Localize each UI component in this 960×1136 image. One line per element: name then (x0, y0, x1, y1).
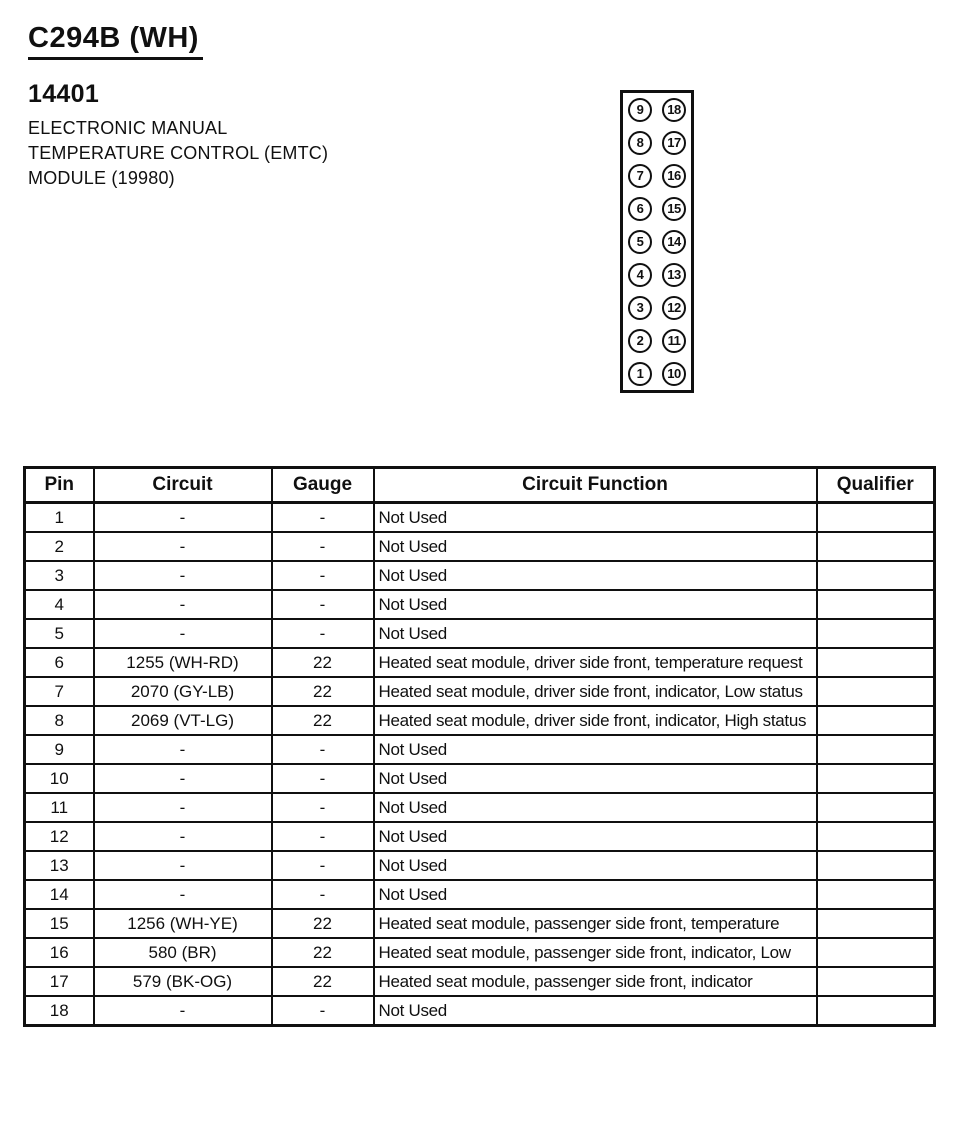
cell-qualifier (817, 880, 935, 909)
cell-gauge: 22 (272, 938, 374, 967)
cell-function: Not Used (374, 590, 817, 619)
cell-qualifier (817, 619, 935, 648)
table-row (25, 996, 935, 1026)
cell-pin: 4 (25, 590, 94, 619)
cell-function: Heated seat module, passenger side front, temperature (374, 909, 817, 938)
table-row (25, 909, 935, 938)
cell-circuit: - (94, 880, 272, 909)
table-row (25, 706, 935, 735)
column-header-circuit: Circuit (94, 468, 272, 503)
table-row (25, 793, 935, 822)
connector-pin-13: 13 (662, 263, 686, 287)
cell-function: Not Used (374, 793, 817, 822)
cell-circuit: - (94, 532, 272, 561)
cell-pin: 9 (25, 735, 94, 764)
table-row (25, 532, 935, 561)
cell-gauge: - (272, 880, 374, 909)
cell-function: Not Used (374, 851, 817, 880)
cell-gauge: - (272, 793, 374, 822)
cell-qualifier (817, 938, 935, 967)
connector-pin-row (628, 98, 686, 122)
description-line: MODULE (19980) (28, 168, 175, 188)
cell-function: Not Used (374, 764, 817, 793)
description-line: TEMPERATURE CONTROL (EMTC) (28, 143, 329, 163)
cell-gauge: - (272, 735, 374, 764)
cell-gauge: - (272, 503, 374, 533)
cell-circuit: 580 (BR) (94, 938, 272, 967)
cell-pin: 10 (25, 764, 94, 793)
connector-pin-15: 15 (662, 197, 686, 221)
connector-pinout-diagram (620, 90, 694, 393)
cell-circuit: 2070 (GY-LB) (94, 677, 272, 706)
table-row (25, 561, 935, 590)
connector-pin-row (628, 263, 686, 287)
part-number: 14401 (28, 80, 100, 108)
cell-pin: 3 (25, 561, 94, 590)
connector-pin-row (628, 230, 686, 254)
cell-function: Not Used (374, 619, 817, 648)
cell-pin: 17 (25, 967, 94, 996)
cell-function: Not Used (374, 561, 817, 590)
column-header-qualifier: Qualifier (817, 468, 935, 503)
cell-gauge: - (272, 532, 374, 561)
cell-qualifier (817, 793, 935, 822)
cell-function: Not Used (374, 532, 817, 561)
cell-gauge: 22 (272, 706, 374, 735)
cell-qualifier (817, 590, 935, 619)
cell-gauge: - (272, 851, 374, 880)
cell-qualifier (817, 677, 935, 706)
cell-gauge: - (272, 996, 374, 1026)
cell-qualifier (817, 851, 935, 880)
cell-qualifier (817, 996, 935, 1026)
cell-circuit: - (94, 822, 272, 851)
cell-pin: 6 (25, 648, 94, 677)
cell-gauge: - (272, 822, 374, 851)
cell-pin: 16 (25, 938, 94, 967)
connector-pin-14: 14 (662, 230, 686, 254)
cell-circuit: - (94, 503, 272, 533)
column-header-function: Circuit Function (374, 468, 817, 503)
cell-pin: 12 (25, 822, 94, 851)
cell-function: Heated seat module, driver side front, indicator, Low status (374, 677, 817, 706)
cell-gauge: - (272, 561, 374, 590)
connector-pin-18: 18 (662, 98, 686, 122)
cell-function: Not Used (374, 996, 817, 1026)
cell-circuit: - (94, 590, 272, 619)
cell-qualifier (817, 503, 935, 533)
connector-pin-row (628, 197, 686, 221)
cell-function: Not Used (374, 735, 817, 764)
column-header-pin: Pin (25, 468, 94, 503)
cell-gauge: 22 (272, 967, 374, 996)
connector-pin-11: 11 (662, 329, 686, 353)
cell-pin: 11 (25, 793, 94, 822)
cell-function: Heated seat module, driver side front, temperature request (374, 648, 817, 677)
cell-gauge: 22 (272, 648, 374, 677)
cell-pin: 14 (25, 880, 94, 909)
cell-circuit: - (94, 735, 272, 764)
cell-circuit: 2069 (VT-LG) (94, 706, 272, 735)
cell-qualifier (817, 764, 935, 793)
cell-qualifier (817, 967, 935, 996)
cell-qualifier (817, 532, 935, 561)
cell-function: Heated seat module, driver side front, indicator, High status (374, 706, 817, 735)
connector-pin-6: 6 (628, 197, 652, 221)
cell-gauge: - (272, 590, 374, 619)
table-row (25, 735, 935, 764)
connector-pin-2: 2 (628, 329, 652, 353)
connector-pin-17: 17 (662, 131, 686, 155)
cell-qualifier (817, 822, 935, 851)
table-header-row (25, 468, 935, 503)
connector-pin-row (628, 131, 686, 155)
connector-pin-8: 8 (628, 131, 652, 155)
table-row (25, 851, 935, 880)
table-row (25, 677, 935, 706)
table-row (25, 648, 935, 677)
cell-gauge: - (272, 764, 374, 793)
cell-circuit: 1255 (WH-RD) (94, 648, 272, 677)
connector-pin-row (628, 362, 686, 386)
pinout-table (23, 466, 936, 1027)
cell-pin: 1 (25, 503, 94, 533)
connector-pin-4: 4 (628, 263, 652, 287)
cell-circuit: - (94, 764, 272, 793)
cell-gauge: 22 (272, 677, 374, 706)
cell-pin: 15 (25, 909, 94, 938)
connector-pin-16: 16 (662, 164, 686, 188)
cell-circuit: 1256 (WH-YE) (94, 909, 272, 938)
connector-pin-row (628, 296, 686, 320)
table-row (25, 938, 935, 967)
connector-pin-10: 10 (662, 362, 686, 386)
connector-pin-1: 1 (628, 362, 652, 386)
cell-circuit: 579 (BK-OG) (94, 967, 272, 996)
table-row (25, 619, 935, 648)
connector-id-title: C294B (WH) (28, 22, 203, 60)
table-row (25, 503, 935, 533)
module-description (28, 116, 588, 191)
cell-qualifier (817, 735, 935, 764)
connector-pin-3: 3 (628, 296, 652, 320)
cell-circuit: - (94, 996, 272, 1026)
cell-circuit: - (94, 793, 272, 822)
cell-function: Not Used (374, 822, 817, 851)
cell-function: Not Used (374, 880, 817, 909)
connector-pin-9: 9 (628, 98, 652, 122)
table-row (25, 590, 935, 619)
document-header (28, 22, 588, 191)
cell-function: Not Used (374, 503, 817, 533)
cell-circuit: - (94, 561, 272, 590)
cell-pin: 13 (25, 851, 94, 880)
connector-pin-12: 12 (662, 296, 686, 320)
table-row (25, 967, 935, 996)
cell-qualifier (817, 706, 935, 735)
connector-pin-row (628, 164, 686, 188)
cell-qualifier (817, 648, 935, 677)
cell-pin: 18 (25, 996, 94, 1026)
cell-gauge: 22 (272, 909, 374, 938)
cell-pin: 2 (25, 532, 94, 561)
cell-qualifier (817, 909, 935, 938)
table-row (25, 822, 935, 851)
cell-gauge: - (272, 619, 374, 648)
connector-pin-row (628, 329, 686, 353)
cell-function: Heated seat module, passenger side front, indicator (374, 967, 817, 996)
table-row (25, 764, 935, 793)
cell-pin: 5 (25, 619, 94, 648)
description-line: ELECTRONIC MANUAL (28, 118, 228, 138)
cell-pin: 8 (25, 706, 94, 735)
connector-pin-7: 7 (628, 164, 652, 188)
connector-pin-5: 5 (628, 230, 652, 254)
cell-circuit: - (94, 619, 272, 648)
pinout-table-body (25, 503, 935, 1026)
cell-pin: 7 (25, 677, 94, 706)
column-header-gauge: Gauge (272, 468, 374, 503)
cell-qualifier (817, 561, 935, 590)
table-row (25, 880, 935, 909)
cell-function: Heated seat module, passenger side front, indicator, Low (374, 938, 817, 967)
cell-circuit: - (94, 851, 272, 880)
